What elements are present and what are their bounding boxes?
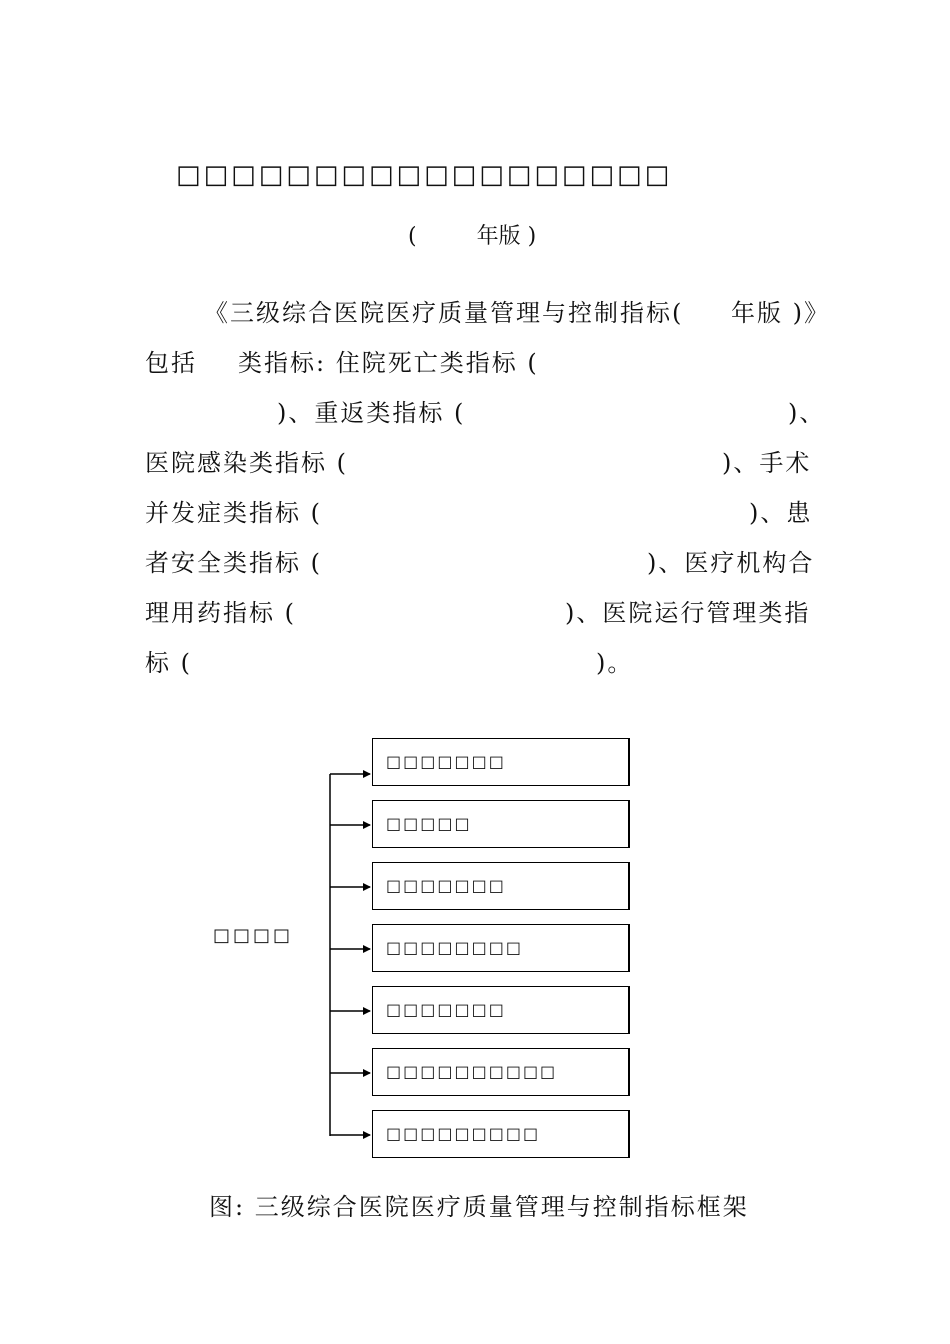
paragraph-line-1-b: 年版 )》 xyxy=(731,299,830,327)
diagram-box-6 xyxy=(372,1048,630,1096)
diagram-box-3 xyxy=(372,862,630,910)
diagram-box-5 xyxy=(372,986,630,1034)
paragraph-line-7-a: 理用药指标 ( xyxy=(145,599,296,627)
diagram-box-6-label: □□□□□□□□□□ xyxy=(386,1062,558,1081)
paragraph-line-1-a: 《三级综合医院医疗质量管理与控制指标( xyxy=(204,299,684,327)
diagram-box-1 xyxy=(372,738,630,786)
paragraph-line-4-a: 医院感染类指标 ( xyxy=(145,449,348,477)
diagram-box-4 xyxy=(372,924,630,972)
paragraph-line-3-a: )、重返类指标 ( xyxy=(277,399,466,427)
paragraph-line-7-b: )、医院运行管理类指 xyxy=(565,599,811,627)
paragraph-line-3-b: )、 xyxy=(788,399,826,427)
diagram-box-4-label: □□□□□□□□ xyxy=(386,938,523,957)
diagram-box-3-label: □□□□□□□ xyxy=(386,876,506,895)
paragraph-line-4-b: )、手术 xyxy=(722,449,812,477)
figure-caption: 图: 三级综合医院医疗质量管理与控制指标框架 xyxy=(209,1193,749,1221)
document-title: □□□□□□□□□□□□□□□□□□ xyxy=(176,160,673,190)
paragraph-line-8-b: )。 xyxy=(596,649,634,677)
paragraph-line-6-b: )、医疗机构合 xyxy=(647,549,815,577)
paragraph-line-6-a: 者安全类指标 ( xyxy=(145,549,322,577)
diagram-box-1-label: □□□□□□□ xyxy=(386,752,506,771)
diagram-box-2 xyxy=(372,800,630,848)
paragraph-line-2-b: 类指标: 住院死亡类指标 ( xyxy=(238,349,539,377)
diagram-box-2-label: □□□□□ xyxy=(386,814,472,833)
subtitle-open-paren: ( xyxy=(408,224,417,249)
diagram-root-label: □□□□ xyxy=(213,925,294,946)
paragraph-line-8-a: 标 ( xyxy=(145,649,192,677)
subtitle-edition: 年版 ) xyxy=(476,224,537,249)
paragraph-line-2-a: 包括 xyxy=(145,349,197,377)
diagram-box-7-label: □□□□□□□□□ xyxy=(386,1124,541,1143)
paragraph-line-5-b: )、患 xyxy=(749,499,813,527)
diagram-box-7 xyxy=(372,1110,630,1158)
diagram-box-5-label: □□□□□□□ xyxy=(386,1000,506,1019)
paragraph-line-5-a: 并发症类指标 ( xyxy=(145,499,322,527)
